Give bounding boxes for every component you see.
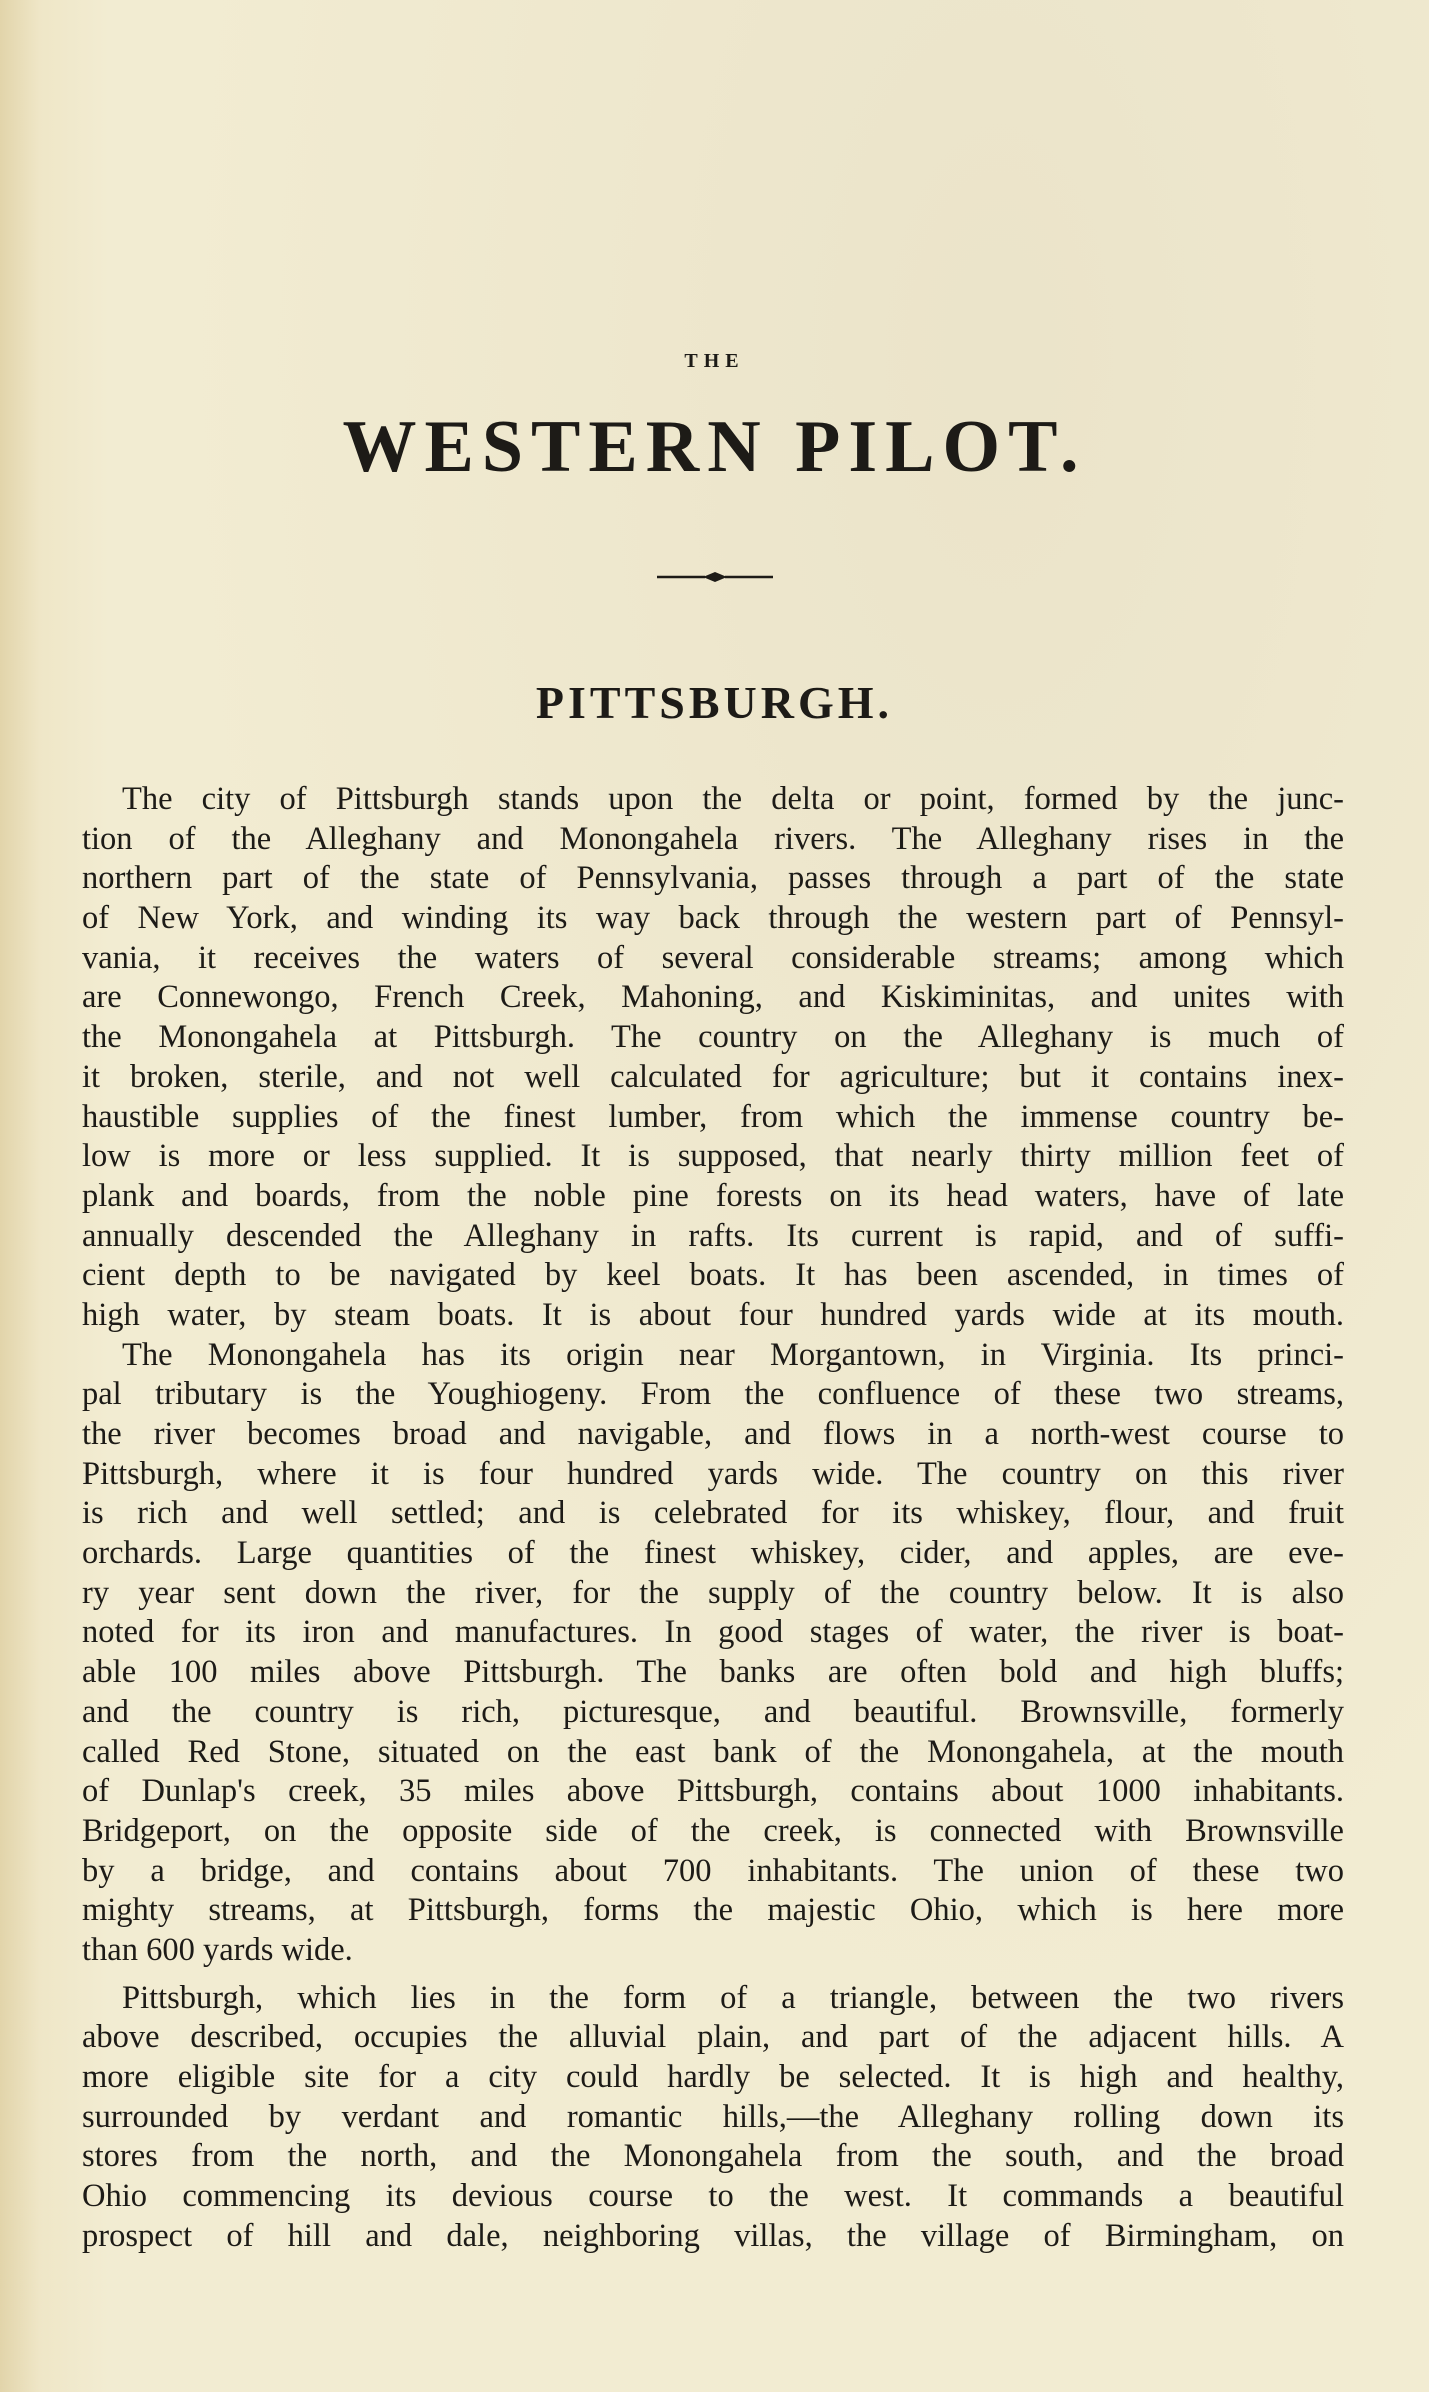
text-line: noted for its iron and manufactures. In good stages of water, the river is boat- bbox=[82, 1614, 1344, 1651]
text-line: orchards. Large quantities of the finest whiskey, cider, and apples, are eve- bbox=[82, 1535, 1344, 1572]
text-line: Ohio commencing its devious course to the west. It commands a beautiful bbox=[82, 2178, 1344, 2215]
title-kicker: THE bbox=[684, 350, 745, 372]
text-line: than 600 yards wide. bbox=[82, 1931, 353, 1968]
text-line: more eligible site for a city could hardly be selected. It is high and healthy, bbox=[82, 2059, 1344, 2095]
text-line: by a bridge, and contains about 700 inhabitants. The union of these two bbox=[82, 1852, 1344, 1889]
text-line: vania, it receives the waters of several considerable streams; among which bbox=[82, 939, 1344, 976]
text-line: of Dunlap's creek, 35 miles above Pittsburgh, contains about 1000 inhabitants. bbox=[82, 1773, 1344, 1810]
text-line: haustible supplies of the finest lumber, from which the immense country be- bbox=[82, 1098, 1344, 1135]
section-title: PITTSBURGH. bbox=[535, 677, 894, 728]
text-line: are Connewongo, French Creek, Mahoning, and Kiskiminitas, and unites with bbox=[82, 979, 1344, 1016]
text-line: Bridgeport, on the opposite side of the creek, is connected with Brownsville bbox=[82, 1812, 1344, 1849]
body-text bbox=[82, 780, 1344, 2256]
text-line: and the country is rich, picturesque, and beautiful. Brownsville, formerly bbox=[82, 1693, 1344, 1730]
text-line: pal tributary is the Youghiogeny. From the confluence of these two streams, bbox=[82, 1376, 1344, 1413]
book-title: WESTERN PILOT. bbox=[342, 406, 1087, 488]
text-line: mighty streams, at Pittsburgh, forms the majestic Ohio, which is here more bbox=[82, 1892, 1344, 1929]
text-line: Pittsburgh, where it is four hundred yards wide. The country on this river bbox=[82, 1455, 1344, 1492]
text-line: called Red Stone, situated on the east bank of the Monongahela, at the mouth bbox=[82, 1733, 1344, 1770]
text-line: northern part of the state of Pennsylvania, passes through a part of the state bbox=[82, 860, 1344, 897]
text-line: of New York, and winding its way back through the western part of Pennsyl- bbox=[82, 900, 1344, 937]
text-line: it broken, sterile, and not well calculated for agriculture; but it contains inex- bbox=[82, 1058, 1344, 1095]
text-line: The city of Pittsburgh stands upon the delta or point, formed by the junc- bbox=[122, 781, 1344, 817]
text-line: annually descended the Alleghany in rafts. Its current is rapid, and of suffi- bbox=[82, 1217, 1344, 1254]
text-line: ry year sent down the river, for the supply of the country below. It is also bbox=[82, 1574, 1344, 1611]
text-line: high water, by steam boats. It is about four hundred yards wide at its mouth. bbox=[82, 1296, 1344, 1333]
text-line: surrounded by verdant and romantic hills,—the Alleghany rolling down its bbox=[82, 2098, 1344, 2135]
text-line: the Monongahela at Pittsburgh. The country on the Alleghany is much of bbox=[82, 1019, 1344, 1056]
text-line: plank and boards, from the noble pine forests on its head waters, have of late bbox=[82, 1177, 1344, 1214]
text-line: above described, occupies the alluvial plain, and part of the adjacent hills. A bbox=[82, 2019, 1344, 2056]
text-line: the river becomes broad and navigable, and flows in a north-west course to bbox=[82, 1416, 1344, 1452]
text-line: able 100 miles above Pittsburgh. The banks are often bold and high bluffs; bbox=[82, 1654, 1344, 1691]
text-line: prospect of hill and dale, neighboring villas, the village of Birmingham, on bbox=[82, 2217, 1344, 2254]
text-line: low is more or less supplied. It is supposed, that nearly thirty million feet of bbox=[82, 1138, 1344, 1175]
text-line: Pittsburgh, which lies in the form of a triangle, between the two rivers bbox=[122, 1979, 1344, 2016]
text-line: tion of the Alleghany and Monongahela rivers. The Alleghany rises in the bbox=[82, 820, 1344, 857]
text-line: The Monongahela has its origin near Morgantown, in Virginia. Its princi- bbox=[122, 1336, 1344, 1373]
text-line: is rich and well settled; and is celebrated for its whiskey, flour, and fruit bbox=[82, 1495, 1344, 1532]
text-line: stores from the north, and the Monongahela from the south, and the broad bbox=[82, 2138, 1344, 2175]
ornament-divider-icon bbox=[655, 565, 775, 589]
text-line: cient depth to be navigated by keel boats. It has been ascended, in times of bbox=[82, 1257, 1344, 1294]
